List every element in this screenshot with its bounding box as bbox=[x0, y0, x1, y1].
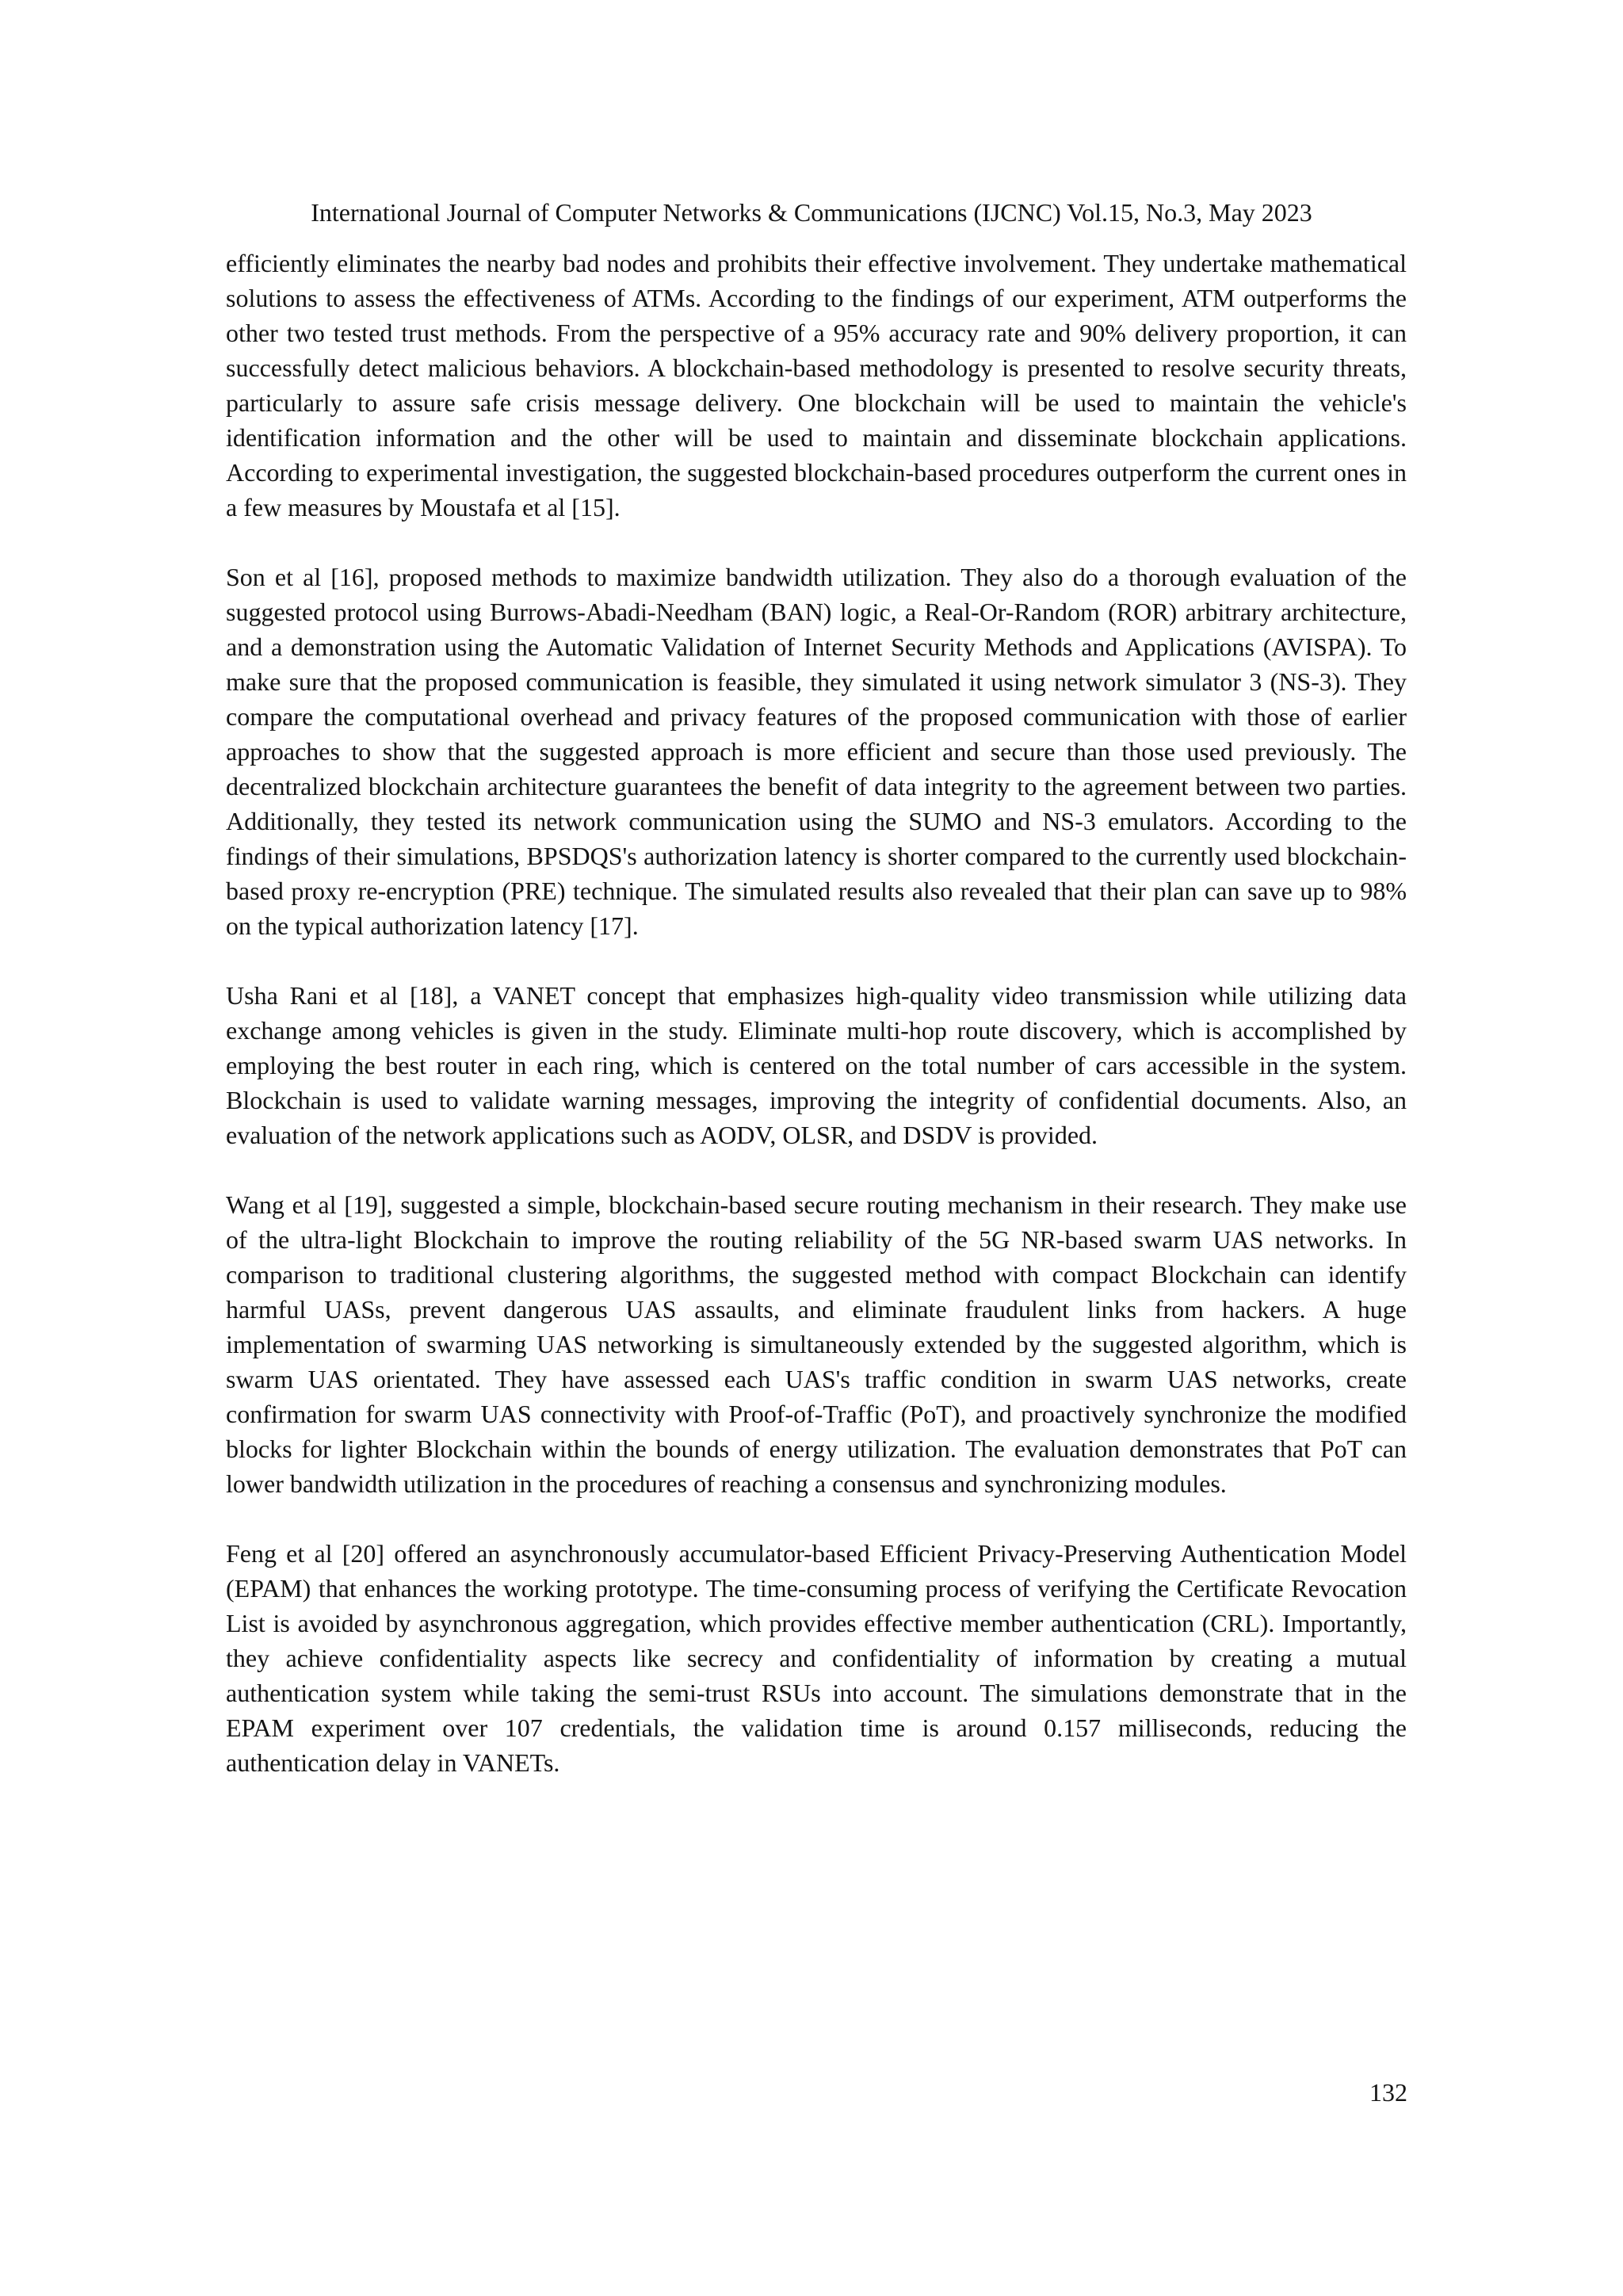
page-number: 132 bbox=[1369, 2078, 1407, 2107]
running-header: International Journal of Computer Networks & Communications (IJCNC) Vol.15, No.3, May 2023 bbox=[311, 198, 1312, 227]
paragraph-wang: Wang et al [19], suggested a simple, blockchain-based secure routing mechanism in their research. They make use of the ultra-light Blockchain to improve the routing reliability of the 5G NR-based swarm UAS networks. In comparison to traditional clustering algorithms, the suggested method with compact Blockchain can identify harmful UASs, prevent dangerous UAS assaults, and eliminate fraudulent links from hackers. A huge implementation of swarming UAS networking is simultaneously extended by the suggested algorithm, which is swarm UAS orientated. They have assessed each UAS's traffic condition in swarm UAS networks, create confirmation for swarm UAS connectivity with Proof-of-Traffic (PoT), and proactively synchronize the modified blocks for lighter Blockchain within the bounds of energy utilization. The evaluation demonstrates that PoT can lower bandwidth utilization in the procedures of reaching a consensus and synchronizing modules. bbox=[226, 1190, 1407, 1498]
paragraph-feng: Feng et al [20] offered an asynchronously accumulator-based Efficient Privacy-Preserving Authentication Model (EPAM) that enhances the working prototype. The time-consuming process of verifying the Certificate Revocation List is avoided by asynchronous aggregation, which provides effective member authentication (CRL). Importantly, they achieve confidentiality aspects like secrecy and confidentiality of information by creating a mutual authentication system while taking the semi-trust RSUs into account. The simulations demonstrate that in the EPAM experiment over 107 credentials, the validation time is around 0.157 milliseconds, reducing the authentication delay in VANETs. bbox=[226, 1539, 1407, 1777]
paragraph-usha-rani: Usha Rani et al [18], a VANET concept that emphasizes high-quality video transmission while utilizing data exchange among vehicles is given in the study. Eliminate multi-hop route discovery, which is accomplished by employing the best router in each ring, which is centered on the total number of cars accessible in the system. Blockchain is used to validate warning messages, improving the integrity of confidential documents. Also, an evaluation of the network applications such as AODV, OLSR, and DSDV is provided. bbox=[226, 981, 1407, 1149]
paragraph-moustafa: efficiently eliminates the nearby bad nodes and prohibits their effective involvement. They undertake mathematical solutions to assess the effectiveness of ATMs. According to the findings of our experiment, ATM outperforms the other two tested trust methods. From the perspective of a 95% accuracy rate and 90% delivery proportion, it can successfully detect malicious behaviors. A blockchain-based methodology is presented to resolve security threats, particularly to assure safe crisis message delivery. One blockchain will be used to maintain the vehicle's identification information and the other will be used to maintain and disseminate blockchain applications. According to experimental investigation, the suggested blockchain-based procedures outperform the current ones in a few measures by Moustafa et al [15]. bbox=[226, 249, 1407, 521]
paragraph-son: Son et al [16], proposed methods to maximize bandwidth utilization. They also do a thorough evaluation of the suggested protocol using Burrows-Abadi-Needham (BAN) logic, a Real-Or-Random (ROR) arbitrary architecture, and a demonstration using the Automatic Validation of Internet Security Methods and Applications (AVISPA). To make sure that the proposed communication is feasible, they simulated it using network simulator 3 (NS-3). They compare the computational overhead and privacy features of the proposed communication with those of earlier approaches to show that the suggested approach is more efficient and secure than those used previously. The decentralized blockchain architecture guarantees the benefit of data integrity to the agreement between two parties. Additionally, they tested its network communication using the SUMO and NS-3 emulators. According to the findings of their simulations, BPSDQS's authorization latency is shorter compared to the currently used blockchain-based proxy re-encryption (PRE) technique. The simulated results also revealed that their plan can save up to 98% on the typical authorization latency [17]. bbox=[226, 563, 1407, 940]
body-text bbox=[226, 246, 1407, 1815]
